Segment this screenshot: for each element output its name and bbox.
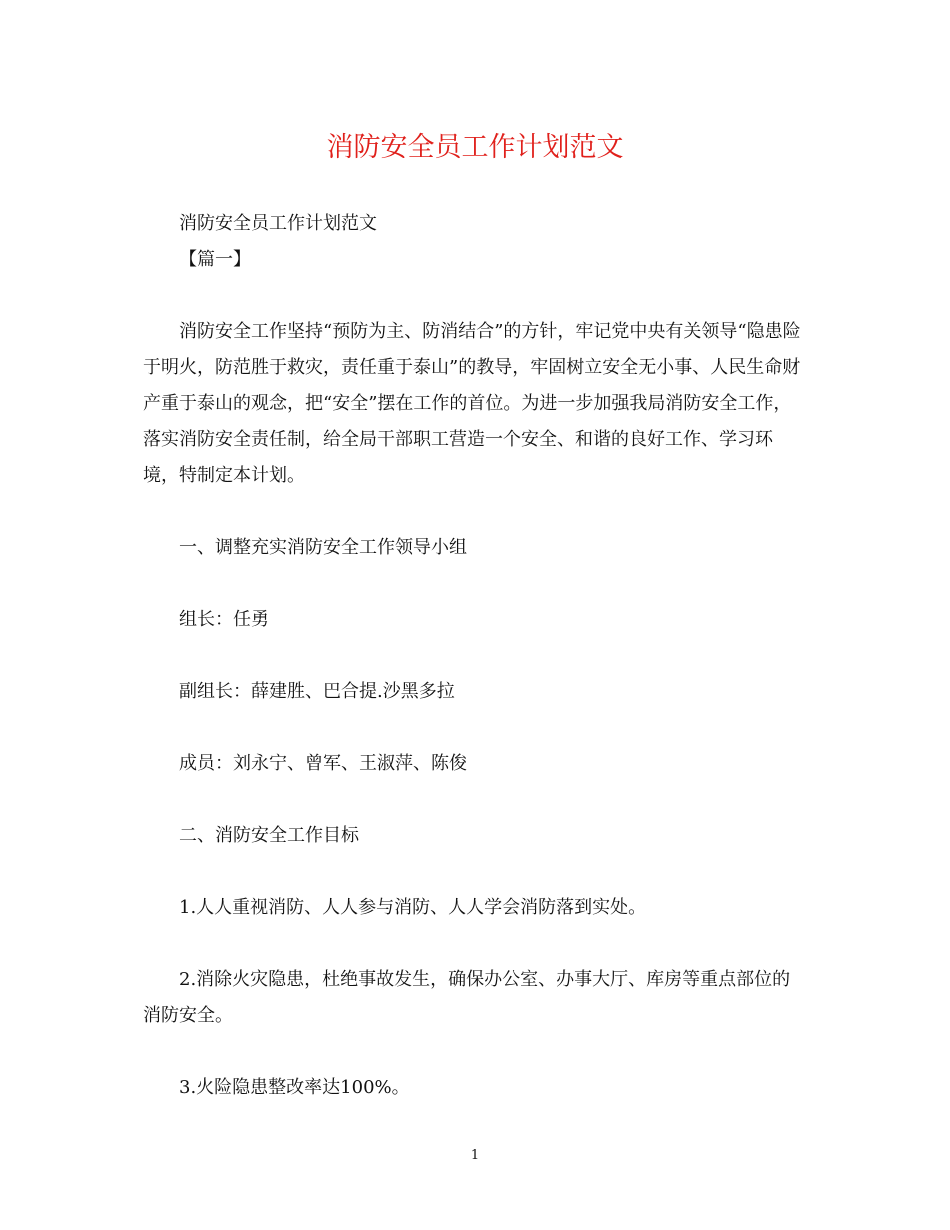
spacer (143, 566, 805, 602)
spacer (143, 854, 805, 890)
spacer (143, 638, 805, 674)
document-title: 消防安全员工作计划范文 (326, 132, 624, 163)
group-leader: 组长：任勇 (179, 609, 269, 630)
spacer (143, 494, 805, 530)
deputy-leader: 副组长：薛建胜、巴合提.沙黑多拉 (179, 681, 455, 702)
spacer (143, 782, 805, 818)
section-label: 【篇一】 (179, 249, 251, 270)
group-members: 成员：刘永宁、曾军、王淑萍、陈俊 (179, 753, 467, 774)
goal-item-3: 3.火险隐患整改率达100%。 (179, 1077, 410, 1098)
spacer (143, 710, 805, 746)
section-heading-2: 二、消防安全工作目标 (179, 825, 359, 846)
section-heading-1: 一、调整充实消防安全工作领导小组 (179, 537, 467, 558)
spacer (143, 926, 805, 962)
goal-item-2: 2.消除火灾隐患，杜绝事故发生，确保办公室、办事大厅、库房等重点部位的消防安全。 (143, 969, 791, 1026)
document-body (143, 206, 805, 1106)
page-number: 1 (470, 1148, 480, 1163)
document-subtitle: 消防安全员工作计划范文 (179, 213, 377, 234)
intro-paragraph: 消防安全工作坚持“预防为主、防消结合”的方针，牢记党中央有关领导“隐患险于明火，防范胜于救灾，责任重于泰山”的教导，牢固树立安全无小事、人民生命财产重于泰山的观念，把“安全”摆在工作的首位。为进一步加强我局消防安全工作，落实消防安全责任制，给全局干部职工营造一个安全、和谐的良好工作、学习环境，特制定本计划。 (143, 321, 801, 486)
spacer (143, 278, 805, 314)
goal-item-1: 1.人人重视消防、人人参与消防、人人学会消防落到实处。 (179, 897, 647, 918)
spacer (143, 1034, 805, 1070)
